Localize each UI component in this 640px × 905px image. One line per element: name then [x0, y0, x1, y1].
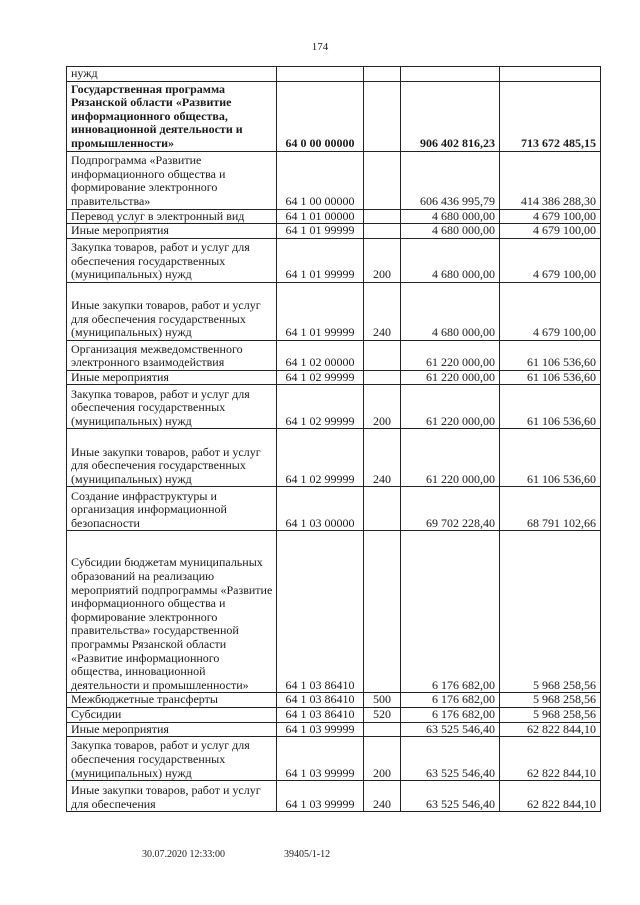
row-type-cell	[364, 151, 401, 209]
row-amount-cell: 606 436 995,79	[401, 151, 500, 209]
row-type-cell: 200	[364, 385, 401, 429]
row-amount-cell: 61 220 000,00	[401, 429, 500, 487]
row-amount-cell: 4 680 000,00	[401, 209, 500, 224]
row-name-cell: Субсидии	[67, 707, 277, 722]
row-code-cell: 64 1 02 99999	[277, 385, 364, 429]
row-amount-cell: 6 176 682,00	[401, 531, 500, 693]
row-amount-cell: 61 106 536,60	[500, 340, 601, 370]
row-code-cell: 64 1 03 86410	[277, 707, 364, 722]
row-amount-cell: 61 220 000,00	[401, 385, 500, 429]
row-code-cell: 64 1 02 99999	[277, 370, 364, 385]
row-amount-cell: 61 106 536,60	[500, 429, 601, 487]
row-name-cell: Закупка товаров, работ и услуг для обеспечения государственных (муниципальных) нужд	[67, 238, 277, 282]
row-type-cell: 240	[364, 282, 401, 340]
row-name-cell: Иные закупки товаров, работ и услуг для обеспечения	[67, 781, 277, 812]
row-amount-cell: 62 822 844,10	[500, 781, 601, 812]
row-type-cell	[364, 81, 401, 151]
table-row	[67, 737, 601, 781]
row-type-cell	[364, 531, 401, 693]
row-amount-cell: 63 525 546,40	[401, 781, 500, 812]
row-amount-cell: 5 968 258,56	[500, 707, 601, 722]
row-type-cell	[364, 370, 401, 385]
row-amount-cell	[401, 67, 500, 82]
row-amount-cell: 4 679 100,00	[500, 209, 601, 224]
row-type-cell	[364, 340, 401, 370]
row-code-cell: 64 1 02 99999	[277, 429, 364, 487]
table-row	[67, 693, 601, 708]
row-name-cell: Закупка товаров, работ и услуг для обеспечения государственных (муниципальных) нужд	[67, 737, 277, 781]
row-code-cell: 64 1 02 00000	[277, 340, 364, 370]
row-amount-cell: 61 220 000,00	[401, 370, 500, 385]
row-code-cell: 64 1 03 99999	[277, 722, 364, 737]
row-amount-cell: 63 525 546,40	[401, 722, 500, 737]
row-amount-cell: 5 968 258,56	[500, 531, 601, 693]
row-amount-cell: 6 176 682,00	[401, 707, 500, 722]
row-code-cell: 64 1 00 00000	[277, 151, 364, 209]
row-code-cell: 64 1 03 99999	[277, 781, 364, 812]
row-name-cell: Межбюджетные трансферты	[67, 693, 277, 708]
table-row	[67, 67, 601, 82]
table-row	[67, 209, 601, 224]
row-name-cell: Государственная программа Рязанской области «Развитие информационного общества, инновационной деятельности и промышленности»	[67, 81, 277, 151]
table-row	[67, 370, 601, 385]
row-code-cell: 64 1 03 86410	[277, 531, 364, 693]
row-type-cell: 240	[364, 781, 401, 812]
row-name-cell: Иные закупки товаров, работ и услуг для обеспечения государственных (муниципальных) нужд	[67, 429, 277, 487]
row-name-cell: Субсидии бюджетам муниципальных образований на реализацию мероприятий подпрограммы «Развитие информационного общества и формирование электронного правительства» государственной программы Рязанской области «Развитие информационного общества, инновационной деятельности и промышленности»	[67, 531, 277, 693]
row-name-cell: нужд	[67, 67, 277, 82]
table-row	[67, 781, 601, 812]
row-amount-cell: 6 176 682,00	[401, 693, 500, 708]
row-type-cell: 200	[364, 737, 401, 781]
row-type-cell	[364, 722, 401, 737]
row-amount-cell	[500, 67, 601, 82]
row-amount-cell: 63 525 546,40	[401, 737, 500, 781]
row-amount-cell: 62 822 844,10	[500, 722, 601, 737]
row-name-cell: Закупка товаров, работ и услуг для обеспечения государственных (муниципальных) нужд	[67, 385, 277, 429]
row-amount-cell: 4 679 100,00	[500, 282, 601, 340]
table-row	[67, 81, 601, 151]
row-type-cell	[364, 209, 401, 224]
row-code-cell: 64 0 00 00000	[277, 81, 364, 151]
budget-table-body	[67, 67, 601, 812]
table-row	[67, 429, 601, 487]
row-amount-cell: 906 402 816,23	[401, 81, 500, 151]
row-type-cell	[364, 224, 401, 239]
row-amount-cell: 4 680 000,00	[401, 224, 500, 239]
row-amount-cell: 713 672 485,15	[500, 81, 601, 151]
row-amount-cell: 61 106 536,60	[500, 385, 601, 429]
table-row	[67, 487, 601, 531]
row-name-cell: Перевод услуг в электронный вид	[67, 209, 277, 224]
row-name-cell: Организация межведомственного электронного взаимодействия	[67, 340, 277, 370]
row-code-cell: 64 1 03 99999	[277, 737, 364, 781]
row-amount-cell: 4 680 000,00	[401, 282, 500, 340]
row-name-cell: Подпрограмма «Развитие информационного общества и формирование электронного правительства»	[67, 151, 277, 209]
row-code-cell: 64 1 03 00000	[277, 487, 364, 531]
row-type-cell	[364, 67, 401, 82]
row-type-cell: 500	[364, 693, 401, 708]
row-amount-cell: 5 968 258,56	[500, 693, 601, 708]
row-amount-cell: 68 791 102,66	[500, 487, 601, 531]
table-row	[67, 340, 601, 370]
table-row	[67, 707, 601, 722]
row-name-cell: Иные закупки товаров, работ и услуг для обеспечения государственных (муниципальных) нужд	[67, 282, 277, 340]
row-code-cell: 64 1 01 99999	[277, 282, 364, 340]
footer-document-number: 39405/1-12	[284, 849, 331, 860]
page-number: 174	[311, 41, 329, 53]
row-amount-cell: 62 822 844,10	[500, 737, 601, 781]
row-type-cell: 520	[364, 707, 401, 722]
row-amount-cell: 414 386 288,30	[500, 151, 601, 209]
row-name-cell: Иные мероприятия	[67, 224, 277, 239]
table-row	[67, 224, 601, 239]
row-type-cell	[364, 487, 401, 531]
row-name-cell: Иные мероприятия	[67, 722, 277, 737]
row-amount-cell: 69 702 228,40	[401, 487, 500, 531]
table-row	[67, 531, 601, 693]
row-amount-cell: 4 680 000,00	[401, 238, 500, 282]
row-code-cell: 64 1 01 00000	[277, 209, 364, 224]
footer-timestamp: 30.07.2020 12:33:00	[142, 849, 226, 860]
row-amount-cell: 61 220 000,00	[401, 340, 500, 370]
row-type-cell: 200	[364, 238, 401, 282]
row-code-cell	[277, 67, 364, 82]
budget-table	[66, 66, 601, 812]
row-amount-cell: 4 679 100,00	[500, 238, 601, 282]
row-type-cell: 240	[364, 429, 401, 487]
table-row	[67, 151, 601, 209]
row-code-cell: 64 1 01 99999	[277, 224, 364, 239]
table-row	[67, 282, 601, 340]
table-row	[67, 385, 601, 429]
row-code-cell: 64 1 03 86410	[277, 693, 364, 708]
row-name-cell: Создание инфраструктуры и организация информационной безопасности	[67, 487, 277, 531]
row-amount-cell: 4 679 100,00	[500, 224, 601, 239]
table-row	[67, 722, 601, 737]
table-row	[67, 238, 601, 282]
row-amount-cell: 61 106 536,60	[500, 370, 601, 385]
row-code-cell: 64 1 01 99999	[277, 238, 364, 282]
row-name-cell: Иные мероприятия	[67, 370, 277, 385]
